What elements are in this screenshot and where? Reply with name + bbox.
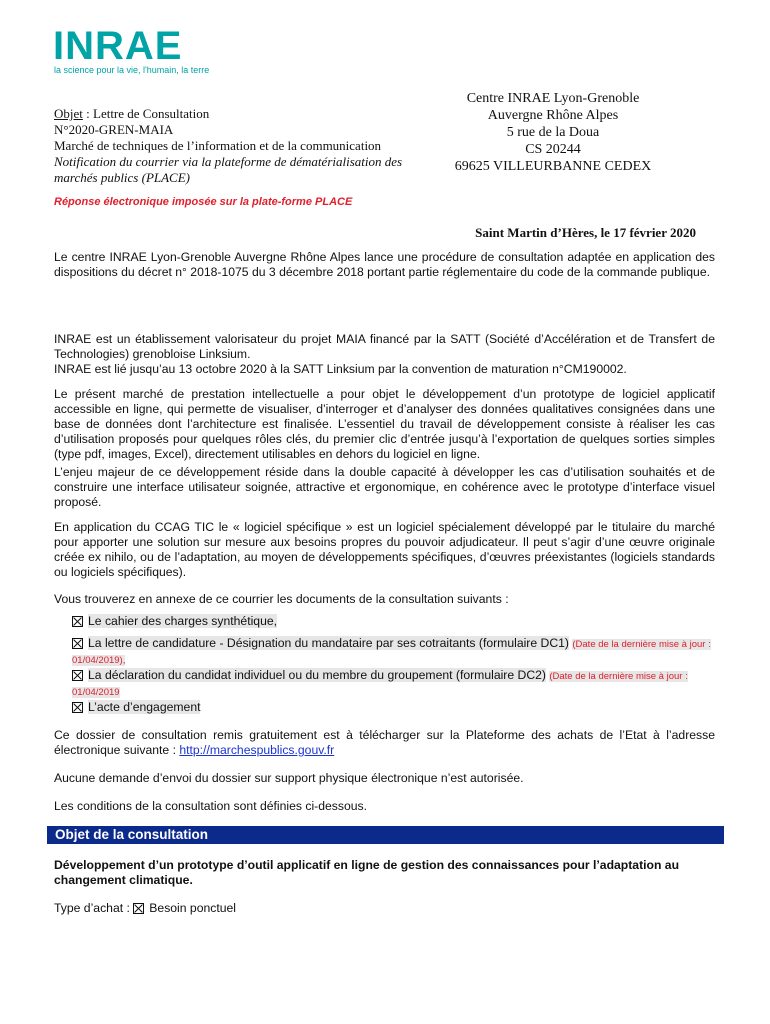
objet-title: Marché de techniques de l’information et de la communication <box>54 138 382 153</box>
address-line: CS 20244 <box>525 142 581 157</box>
address-line: 69625 VILLEURBANNE CEDEX <box>454 159 652 174</box>
purchase-type-value: Besoin ponctuel <box>149 901 237 915</box>
paragraph-no-physical: Aucune demande d’envoi du dossier sur support physique électronique n’est autorisée. <box>54 771 524 785</box>
objet-notice: Notification du courrier via la plateforme de dématérialisation des marchés publics (PLACE) <box>54 154 403 185</box>
paragraph-maia <box>54 332 715 377</box>
checked-box-icon <box>133 903 144 914</box>
paragraph-objet-marche: Le présent marché de prestation intellectuelle a pour objet le développement d’un prototype de logiciel applicatif accessible en ligne, qui permette de visualiser, d’interroger et d’analyser des données qualitatives consignées dans une base de données dont l’architecture est finalisée. L’essentiel du travail de développement consiste à réaliser les cas d’utilisation proposés pour quelques rôles clés, du premier clic d’entrée jusqu’à l’exportation de quelques sorties simples (type pdf, images, Excel), directement utilisables en dehors du logiciel en ligne. <box>54 387 715 461</box>
paragraph-conditions: Les conditions de la consultation sont définies ci-dessous. <box>54 799 368 813</box>
document-date-note: (Date de la dernière mise à jour : 01/04/2019 <box>72 671 688 698</box>
checked-box-icon <box>72 638 83 649</box>
checked-box-icon <box>72 616 83 627</box>
checked-box-icon <box>72 670 83 681</box>
address-line: Centre INRAE Lyon-Grenoble <box>466 91 640 106</box>
objet-label-rest: : Lettre de Consultation <box>82 106 210 121</box>
objet-reference: N°2020-GREN-MAIA <box>54 122 174 137</box>
paragraph-procedure: Le centre INRAE Lyon-Grenoble Auvergne Rhône Alpes lance une procédure de consultation adaptée en application des dispositions du décret n° 2018-1075 du 3 décembre 2018 portant partie réglementaire du code de la commande publique. <box>54 250 715 279</box>
address-line: Auvergne Rhône Alpes <box>487 108 619 123</box>
checked-box-icon <box>72 702 83 713</box>
paragraph-download <box>54 728 715 758</box>
objet-label: Objet <box>54 106 83 121</box>
document-item <box>72 614 277 629</box>
document-date-note: (Date de la dernière mise à jour : 01/04/2019), <box>72 639 711 666</box>
document-item <box>72 668 712 700</box>
paragraph-enjeu: L’enjeu majeur de ce développement réside dans la double capacité à développer les cas d’utilisation souhaités et de construire une interface utilisateur soignée, attractive et ergonomique, en cohérence avec le prototype d’interface visuel proposé. <box>54 465 715 509</box>
marches-publics-link[interactable]: http://marchespublics.gouv.fr <box>179 743 335 757</box>
electronic-response-note: Réponse électronique imposée sur la plate-forme PLACE <box>54 196 353 208</box>
paragraph-maia-line1: INRAE est un établissement valorisateur du projet MAIA financé par la SATT (Société d’Accélération et de Transfert de Technologies) grenobloise Linksium. <box>54 332 715 361</box>
document-label: La déclaration du candidat individuel ou du membre du groupement (formulaire DC2) <box>88 668 546 682</box>
paragraph-maia-line2: INRAE est lié jusqu’au 13 octobre 2020 à la SATT Linksium par la convention de maturation n°CM190002. <box>54 362 627 376</box>
download-text: Ce dossier de consultation remis gratuitement est à télécharger sur la Plateforme des achats de l’Etat à l’adresse électronique suivante : <box>54 728 715 757</box>
date-line: Saint Martin d’Hères, le 17 février 2020 <box>475 225 696 240</box>
document-item <box>72 636 712 668</box>
purchase-type <box>54 901 715 916</box>
consultation-subject: Développement d’un prototype d’outil applicatif en ligne de gestion des connaissances pour l’adaptation au changement climatique. <box>54 858 680 887</box>
paragraph-ccag: En application du CCAG TIC le « logiciel spécifique » est un logiciel spécialement développé par le titulaire du marché pour apporter une solution sur mesure aux besoins propres du pouvoir adjudicateur. Il peut s’agir d’une œuvre originale créée ex nihilo, ou de l’adaptation, au moyen de développements spécifiques, d’œuvres préexistantes (logiciels standards ou logiciels spécifiques). <box>54 520 715 579</box>
document-label: La lettre de candidature - Désignation du mandataire par ses cotraitants (formulaire DC1) <box>88 636 569 650</box>
logo-tagline: la science pour la vie, l'humain, la terre <box>54 65 210 75</box>
paragraph-annexe: Vous trouverez en annexe de ce courrier les documents de la consultation suivants : <box>54 592 509 606</box>
inrae-logo: INRAE <box>53 24 183 68</box>
recipient-address <box>438 90 668 175</box>
document-label: L’acte d’engagement <box>88 700 201 714</box>
section-heading: Objet de la consultation <box>47 826 724 844</box>
document-label: Le cahier des charges synthétique, <box>88 614 278 628</box>
address-line: 5 rue de la Doua <box>506 125 600 140</box>
document-item <box>72 700 200 715</box>
purchase-type-label: Type d’achat : <box>54 901 134 915</box>
objet-block <box>54 106 414 186</box>
